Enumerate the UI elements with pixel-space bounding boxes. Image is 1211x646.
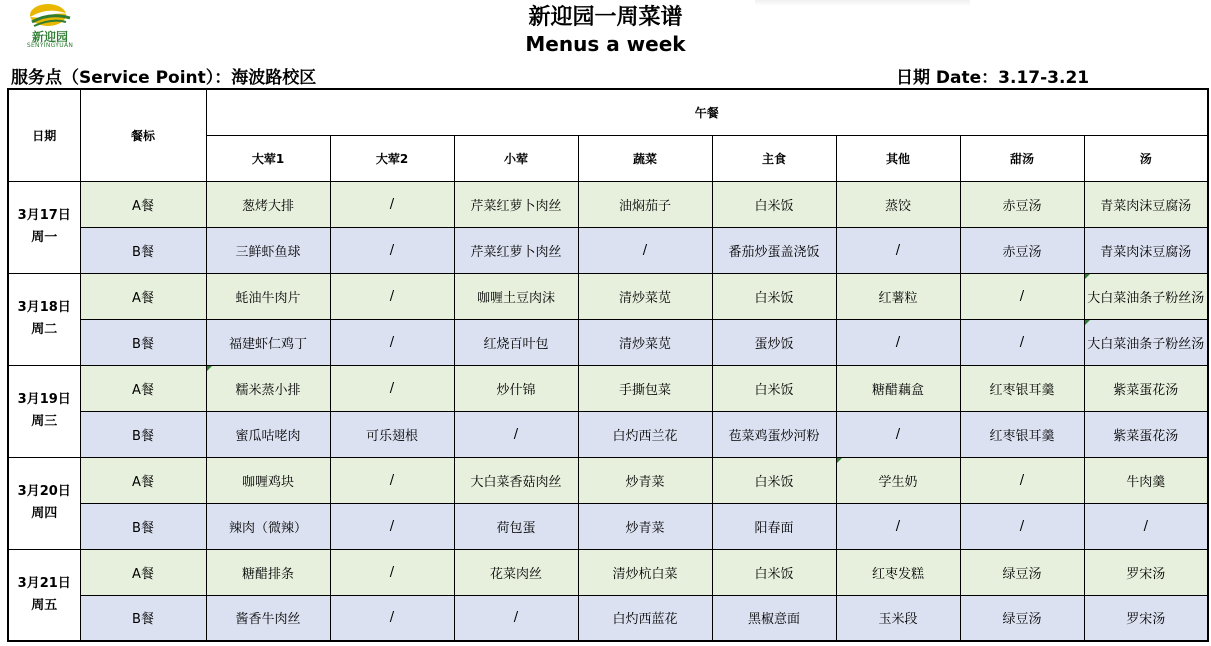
service-point: 服务点（Service Point）：海波路校区	[11, 68, 317, 88]
menu-cell: 青菜肉沫豆腐汤	[1084, 181, 1208, 227]
menu-cell: /	[330, 549, 454, 595]
menu-cell: 白灼西蓝花	[578, 595, 712, 641]
menu-cell: 福建虾仁鸡丁	[206, 319, 330, 365]
menu-cell: /	[330, 227, 454, 273]
meal-label: B餐	[80, 411, 206, 457]
day-cell	[8, 273, 80, 365]
meal-label: A餐	[80, 181, 206, 227]
meal-label: A餐	[80, 457, 206, 503]
table-row	[8, 457, 1208, 503]
menu-cell: 蜜瓜咕咾肉	[206, 411, 330, 457]
table-row	[8, 181, 1208, 227]
menu-cell: 红烧百叶包	[454, 319, 578, 365]
menu-cell: 清炒菜苋	[578, 319, 712, 365]
menu-cell: 炒青菜	[578, 503, 712, 549]
column-header: 小荤	[454, 135, 578, 181]
menu-cell: 阳春面	[712, 503, 836, 549]
menu-cell: 荷包蛋	[454, 503, 578, 549]
menu-cell: /	[330, 503, 454, 549]
menu-cell: 蒸饺	[836, 181, 960, 227]
meal-label: A餐	[80, 365, 206, 411]
menu-cell: 清炒杭白菜	[578, 549, 712, 595]
table-row	[8, 365, 1208, 411]
day-date: 3月18日	[17, 300, 71, 315]
menu-cell: /	[836, 411, 960, 457]
column-header: 蔬菜	[578, 135, 712, 181]
menu-cell: 罗宋汤	[1084, 595, 1208, 641]
date-range: 日期 Date：3.17-3.21	[896, 68, 1090, 88]
column-header: 其他	[836, 135, 960, 181]
meal-label: B餐	[80, 595, 206, 641]
menu-cell: 花菜肉丝	[454, 549, 578, 595]
menu-cell: 清炒菜苋	[578, 273, 712, 319]
menu-cell: 红枣发糕	[836, 549, 960, 595]
menu-cell: 白米饭	[712, 273, 836, 319]
menu-cell: 咖喱鸡块	[206, 457, 330, 503]
menu-cell: /	[836, 227, 960, 273]
menu-cell: 手撕包菜	[578, 365, 712, 411]
menu-cell: 绿豆汤	[960, 595, 1084, 641]
menu-cell: 红枣银耳羹	[960, 365, 1084, 411]
menu-cell: 三鲜虾鱼球	[206, 227, 330, 273]
column-header: 大荤2	[330, 135, 454, 181]
page-title: 新迎园一周菜谱	[528, 5, 683, 30]
menu-cell: 青菜肉沫豆腐汤	[1084, 227, 1208, 273]
meal-label: B餐	[80, 503, 206, 549]
day-date: 3月21日	[17, 575, 71, 591]
table-row	[8, 411, 1208, 457]
day-weekday: 周一	[31, 230, 58, 245]
meal-label: A餐	[80, 549, 206, 595]
menu-cell: 辣肉（微辣）	[206, 503, 330, 549]
menu-cell: 油焖茄子	[578, 181, 712, 227]
menu-cell: 白灼西兰花	[578, 411, 712, 457]
meal-label: A餐	[80, 273, 206, 319]
column-header: 甜汤	[960, 135, 1084, 181]
menu-cell: 紫菜蛋花汤	[1084, 365, 1208, 411]
menu-cell: /	[836, 503, 960, 549]
column-header: 主食	[712, 135, 836, 181]
day-weekday: 周三	[31, 414, 58, 429]
menu-cell: 赤豆汤	[960, 227, 1084, 273]
logo-brand-en: SENYINGYUAN	[26, 42, 74, 49]
menu-cell: 白米饭	[712, 365, 836, 411]
menu-cell: 咖喱土豆肉沫	[454, 273, 578, 319]
menu-cell: 白米饭	[712, 457, 836, 503]
menu-cell: 蚝油牛肉片	[206, 273, 330, 319]
day-weekday: 周四	[31, 506, 58, 521]
menu-cell: /	[330, 273, 454, 319]
menu-cell: /	[454, 411, 578, 457]
day-date: 3月20日	[17, 484, 71, 499]
menu-cell: 芹菜红萝卜肉丝	[454, 181, 578, 227]
menu-cell: 炒什锦	[454, 365, 578, 411]
menu-cell: 葱烤大排	[206, 181, 330, 227]
menu-cell: /	[330, 319, 454, 365]
header-lunch: 午餐	[206, 89, 1208, 135]
menu-cell: 芹菜红萝卜肉丝	[454, 227, 578, 273]
menu-cell: /	[960, 503, 1084, 549]
table-row	[8, 273, 1208, 319]
menu-cell: 糖醋排条	[206, 549, 330, 595]
menu-cell: 白米饭	[712, 549, 836, 595]
day-cell	[8, 457, 80, 549]
menu-cell: 红薯粒	[836, 273, 960, 319]
menu-cell: 大白菜香菇肉丝	[454, 457, 578, 503]
page-subtitle: Menus a week	[525, 32, 686, 56]
menu-cell: 酱香牛肉丝	[206, 595, 330, 641]
menu-cell: 大白菜油条子粉丝汤	[1084, 273, 1208, 319]
menu-cell: /	[960, 457, 1084, 503]
day-date: 3月17日	[17, 208, 71, 223]
table-row	[8, 227, 1208, 273]
meal-label: B餐	[80, 227, 206, 273]
menu-cell: /	[330, 457, 454, 503]
menu-cell: /	[578, 227, 712, 273]
meal-label: B餐	[80, 319, 206, 365]
menu-table	[7, 88, 1209, 642]
header-meal: 餐标	[80, 89, 206, 181]
table-row	[8, 595, 1208, 641]
menu-cell: 学生奶	[836, 457, 960, 503]
table-row	[8, 319, 1208, 365]
logo-brand-cn: 新迎园	[31, 30, 68, 44]
menu-cell: 糯米蒸小排	[206, 365, 330, 411]
day-weekday: 周二	[31, 322, 58, 337]
menu-cell: 白米饭	[712, 181, 836, 227]
menu-cell: /	[330, 365, 454, 411]
menu-cell: /	[960, 273, 1084, 319]
menu-cell: /	[960, 319, 1084, 365]
menu-cell: 罗宋汤	[1084, 549, 1208, 595]
day-cell	[8, 365, 80, 457]
day-date: 3月19日	[17, 392, 71, 407]
menu-cell: 糖醋藕盒	[836, 365, 960, 411]
menu-cell: /	[1084, 503, 1208, 549]
menu-cell: /	[836, 319, 960, 365]
menu-cell: 大白菜油条子粉丝汤	[1084, 319, 1208, 365]
table-row	[8, 503, 1208, 549]
menu-cell: 番茄炒蛋盖浇饭	[712, 227, 836, 273]
menu-cell: /	[330, 595, 454, 641]
day-cell	[8, 181, 80, 273]
menu-cell: 赤豆汤	[960, 181, 1084, 227]
column-header: 汤	[1084, 135, 1208, 181]
menu-cell: 牛肉羹	[1084, 457, 1208, 503]
header-date: 日期	[8, 89, 80, 181]
menu-cell: 蛋炒饭	[712, 319, 836, 365]
menu-cell: 玉米段	[836, 595, 960, 641]
menu-cell: 可乐翅根	[330, 411, 454, 457]
day-weekday: 周五	[31, 597, 58, 613]
menu-cell: /	[454, 595, 578, 641]
day-cell	[8, 549, 80, 641]
menu-cell: 苞菜鸡蛋炒河粉	[712, 411, 836, 457]
menu-cell: 紫菜蛋花汤	[1084, 411, 1208, 457]
column-header: 大荤1	[206, 135, 330, 181]
menu-cell: 红枣银耳羹	[960, 411, 1084, 457]
table-row	[8, 549, 1208, 595]
menu-cell: 炒青菜	[578, 457, 712, 503]
menu-cell: 黑椒意面	[712, 595, 836, 641]
menu-cell: /	[330, 181, 454, 227]
menu-cell: 绿豆汤	[960, 549, 1084, 595]
